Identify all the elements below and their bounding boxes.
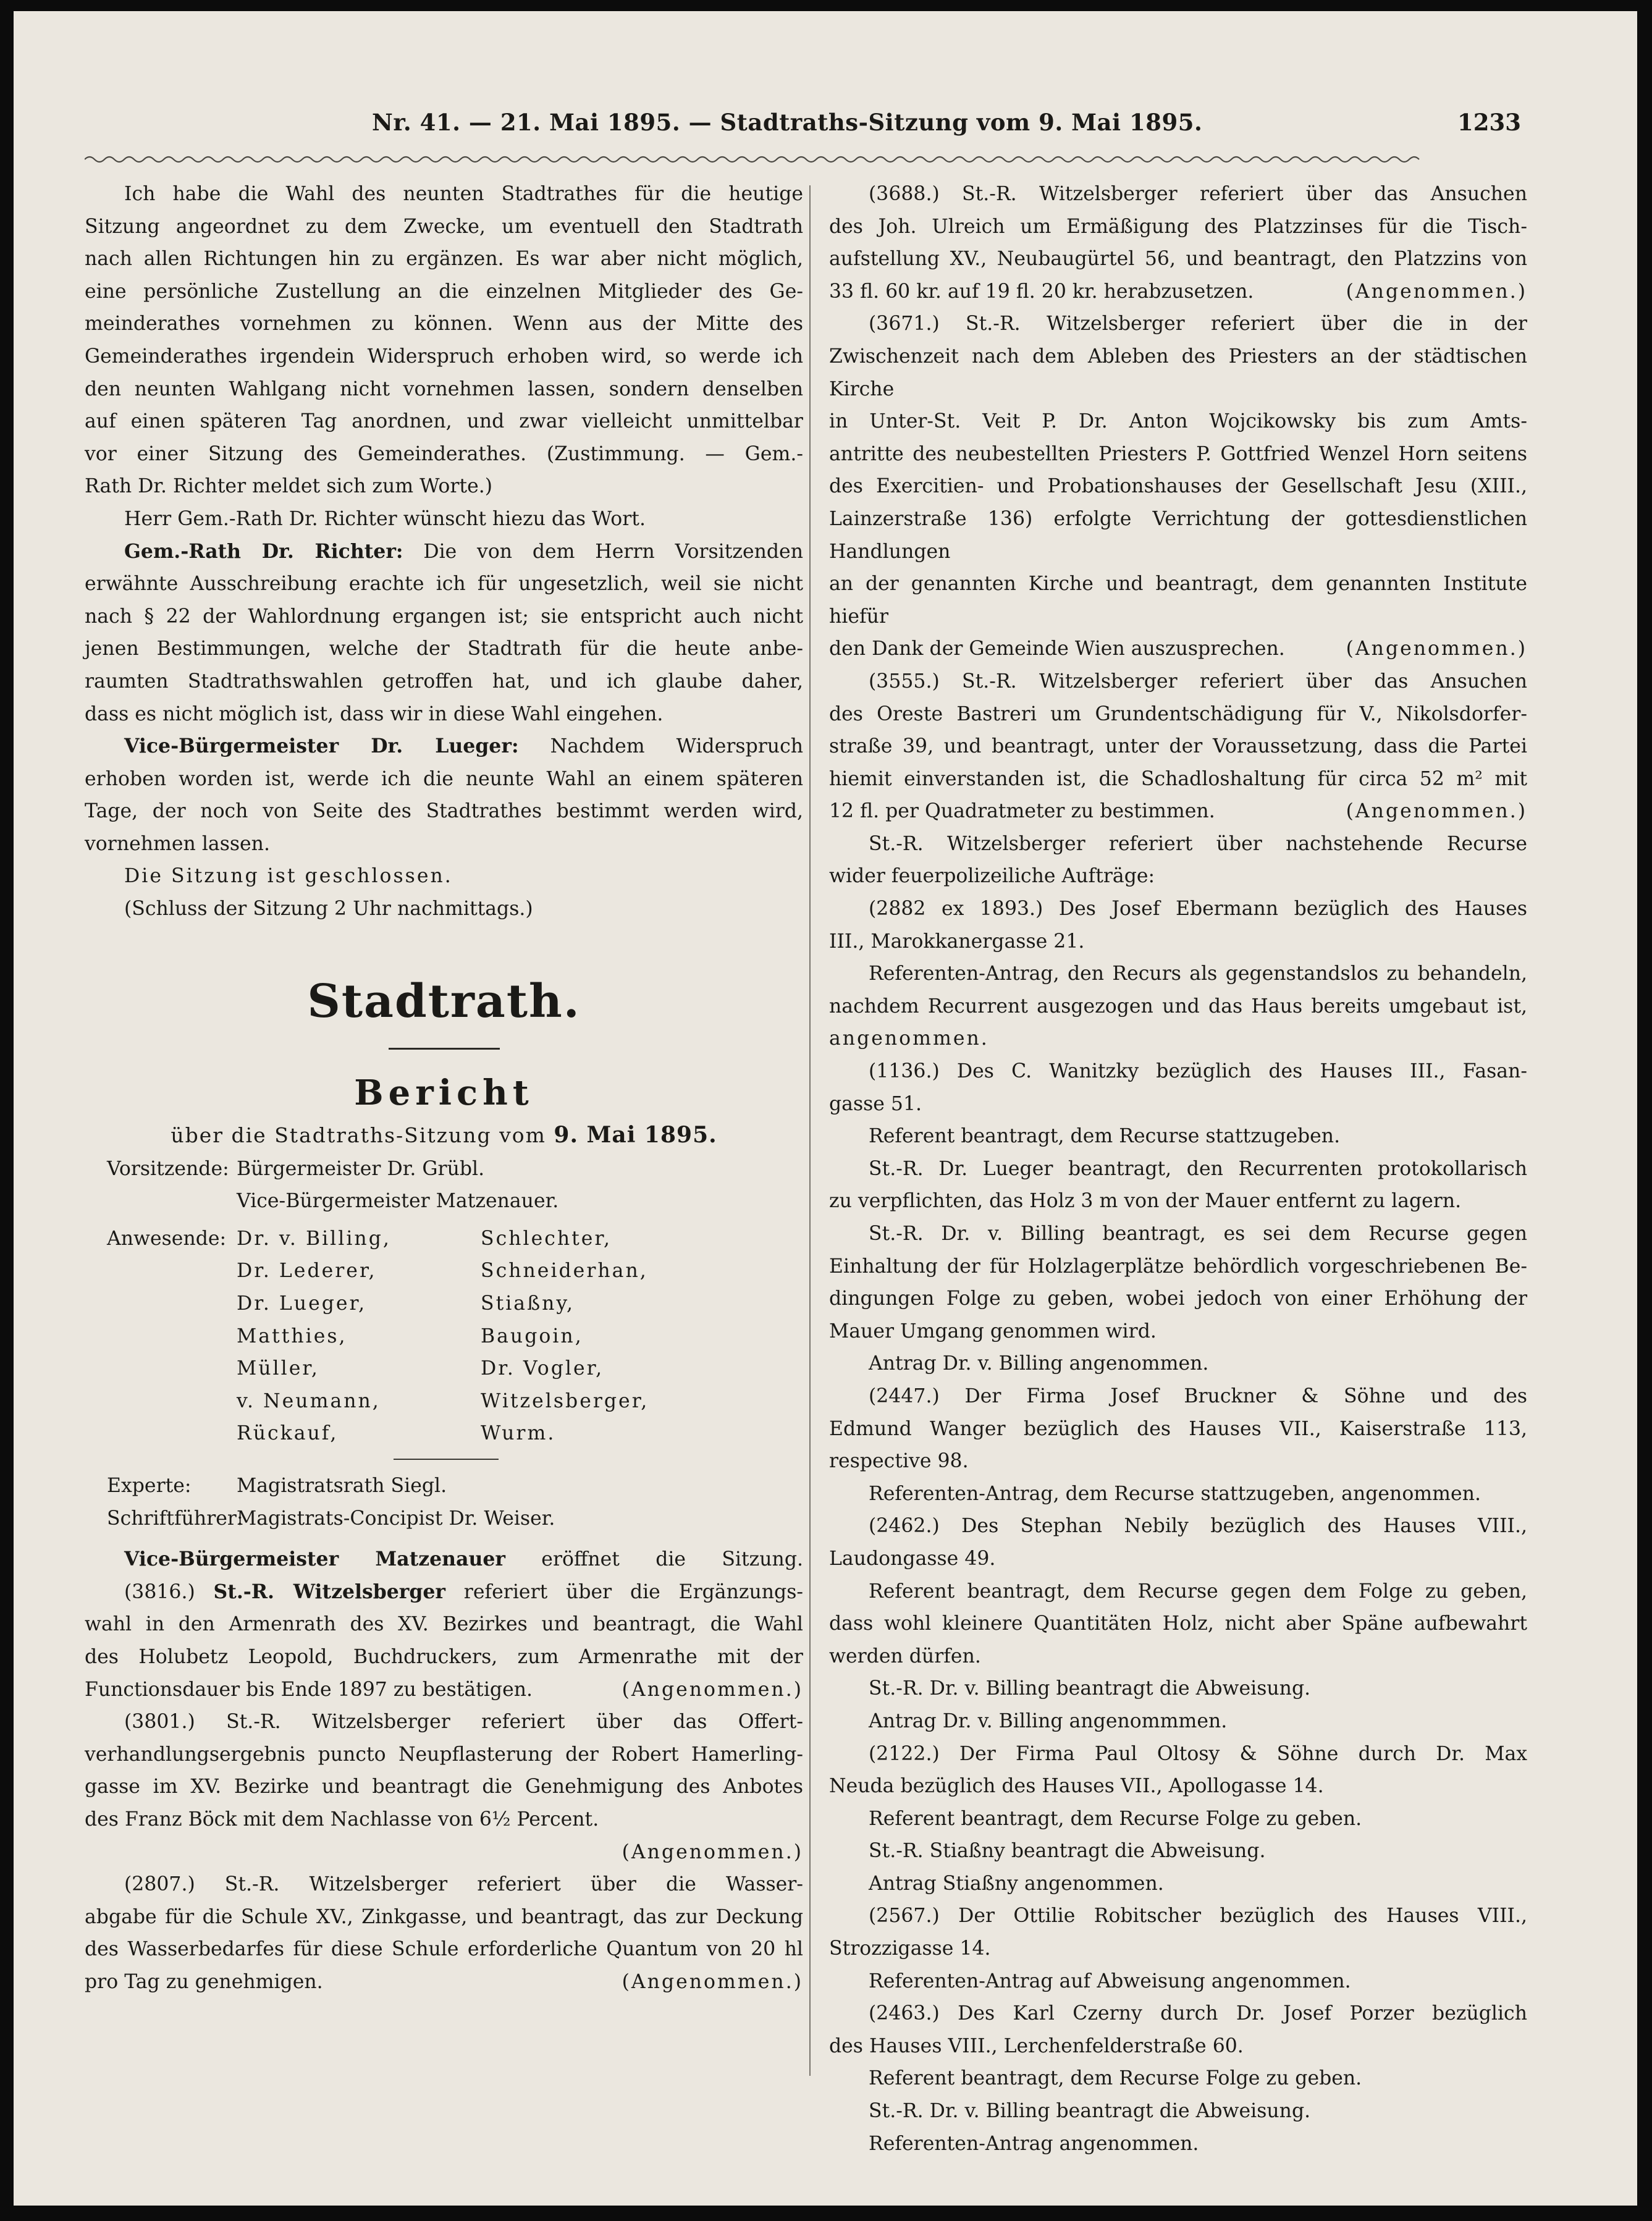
speech-first-line xyxy=(85,730,803,763)
para-line: Edmund Wanger bezüglich des Hauses VII., Kaiserstraße 113, xyxy=(829,1417,1527,1440)
running-header xyxy=(14,109,1637,146)
item-text: 33 fl. 60 kr. auf 19 fl. 20 kr. herabzusetzen. xyxy=(829,280,1254,303)
closing-line: Die Sitzung ist geschlossen. xyxy=(124,865,453,888)
para-line: St.-R. Dr. Lueger beantragt, den Recurrenten protokollarisch xyxy=(869,1157,1527,1180)
item-text: den Dank der Gemeinde Wien auszusprechen. xyxy=(829,638,1285,660)
report-sub-text: über die Stadtraths-Sitzung vom xyxy=(171,1123,546,1147)
para-line: St.-R. Dr. v. Billing beantragt, es sei dem Recurse gegen xyxy=(869,1223,1527,1245)
para-line: des Wasserbedarfes für diese Schule erforderliche Quantum von 20 hl xyxy=(85,1938,803,1961)
para-line: aufstellung XV., Neubaugürtel 56, und beantragt, den Platzzins von xyxy=(829,248,1527,271)
speech-text: Die von dem Herrn Vorsitzenden xyxy=(423,540,803,563)
para-line: Tage, der noch von Seite des Stadtrathes bestimmt werden wird, xyxy=(85,800,803,823)
attendee: Dr. Vogler, xyxy=(481,1357,604,1380)
para-line: in Unter-St. Veit P. Dr. Anton Wojcikowsky bis zum Amts- xyxy=(829,410,1527,433)
item-last-line xyxy=(85,1674,803,1706)
para-line: den neunten Wahlgang nicht vornehmen lassen, sondern denselben xyxy=(85,377,803,400)
attendees-col-2 xyxy=(481,1223,740,1450)
para-line: verhandlungsergebnis puncto Neupflasterung der Robert Hamerling- xyxy=(85,1743,803,1766)
para-line: des Hauses VIII., Lerchenfelderstraße 60. xyxy=(829,2034,1244,2057)
para-line: an der genannten Kirche und beantragt, dem genannten Institute hiefür xyxy=(829,573,1527,628)
para-line: des Franz Böck mit dem Nachlasse von 6½ Percent. xyxy=(85,1808,599,1831)
item-result: (Angenommen.) xyxy=(1346,280,1527,303)
para-line: Herr Gem.-Rath Dr. Richter wünscht hiezu das Wort. xyxy=(124,507,646,530)
chair-name: Bürgermeister Dr. Grübl. xyxy=(237,1157,485,1180)
right-column xyxy=(829,178,1527,2160)
chair-values xyxy=(237,1153,803,1218)
item-last-line xyxy=(829,795,1527,828)
report-heading: Bericht xyxy=(354,1072,534,1113)
attendee: Witzelsberger, xyxy=(481,1389,649,1412)
attendees-label: Anwesende: xyxy=(107,1227,227,1250)
closing-line: (Schluss der Sitzung 2 Uhr nachmittags.) xyxy=(124,898,533,921)
column-divider xyxy=(809,185,811,2076)
para-line: wahl in den Armenrath des XV. Bezirkes und beantragt, die Wahl xyxy=(85,1613,803,1636)
chair-name: Vice-Bürgermeister Matzenauer. xyxy=(237,1190,559,1213)
para-line: des Exercitien- und Probationshauses der Gesellschaft Jesu (XIII., xyxy=(829,475,1527,498)
item-result: (Angenommen.) xyxy=(1346,800,1527,823)
expert-value: Magistratsrath Siegl. xyxy=(237,1475,447,1497)
para-line: (2567.) Der Ottilie Robitscher bezüglich des Hauses VIII., xyxy=(869,1905,1527,1928)
para-line: (2462.) Des Stephan Nebily bezüglich des Hauses VIII., xyxy=(869,1515,1527,1538)
clerk-label: Schriftführer: xyxy=(107,1507,243,1530)
para-line: gasse 51. xyxy=(829,1092,922,1115)
para-line: raumten Stadtrathswahlen getroffen hat, und ich glaube daher, xyxy=(85,670,803,693)
roster-rule xyxy=(394,1459,499,1460)
para-line: hiemit einverstanden ist, die Schadloshaltung für circa 52 m² mit xyxy=(829,767,1527,790)
item-last-line xyxy=(829,633,1527,665)
section-heading: Stadtrath. xyxy=(307,974,581,1028)
para-line: werden dürfen. xyxy=(829,1645,981,1667)
para-line: Referenten-Antrag auf Abweisung angenommen. xyxy=(869,1970,1351,1992)
para-line: (2882 ex 1893.) Des Josef Ebermann bezüglich des Hauses xyxy=(869,898,1527,921)
para-line: Einhaltung der für Holzlagerplätze behördlich vorgeschriebenen Be- xyxy=(829,1255,1527,1278)
para-line: (1136.) Des C. Wanitzky bezüglich des Hauses III., Fasan- xyxy=(869,1060,1527,1083)
para-line: (3688.) St.-R. Witzelsberger referiert über das Ansuchen xyxy=(869,183,1527,205)
para-line: Strozzigasse 14. xyxy=(829,1937,991,1960)
attendee: Stiaßny, xyxy=(481,1292,575,1315)
para-line: Referenten-Antrag, dem Recurse stattzugeben, angenommen. xyxy=(869,1482,1481,1505)
attendee: Dr. Lederer, xyxy=(237,1260,377,1283)
section-rule xyxy=(389,1048,500,1050)
speaker-name: St.-R. Witzelsberger xyxy=(213,1580,446,1603)
attendee: Schlechter, xyxy=(481,1227,612,1250)
report-subheading xyxy=(85,1118,803,1153)
para-line: nach allen Richtungen hin zu ergänzen. Es war aber nicht möglich, xyxy=(85,248,803,271)
para-line: wider feuerpolizeiliche Aufträge: xyxy=(829,865,1155,888)
para-line: Antrag Dr. v. Billing angenommmen. xyxy=(869,1709,1228,1732)
attendee: Müller, xyxy=(237,1357,319,1380)
para-line: Referenten-Antrag angenommen. xyxy=(869,2132,1199,2155)
opening-line xyxy=(85,1543,803,1576)
para-line: (2122.) Der Firma Paul Oltosy & Söhne durch Dr. Max xyxy=(869,1742,1527,1765)
para-line: Neuda bezüglich des Hauses VII., Apollogasse 14. xyxy=(829,1775,1324,1798)
para-line: vornehmen lassen. xyxy=(85,832,270,855)
para-line: jenen Bestimmungen, welche der Stadtrath für die heute anbe- xyxy=(85,638,803,660)
para-line: eine persönliche Zustellung an die einzelnen Mitglieder des Ge- xyxy=(85,280,803,303)
speech-text: Nachdem Widerspruch xyxy=(550,735,804,758)
speaker-name: Vice-Bürgermeister Matzenauer xyxy=(124,1548,506,1571)
para-line: dingungen Folge zu geben, wobei jedoch von einer Erhöhung der xyxy=(829,1288,1527,1310)
para-line: des Joh. Ulreich um Ermäßigung des Platzzinses für die Tisch- xyxy=(829,215,1527,238)
opening-text: eröffnet die Sitzung. xyxy=(541,1548,803,1571)
para-line: Zwischenzeit nach dem Ableben des Priesters an der städtischen Kirche xyxy=(829,345,1527,400)
para-line: erwähnte Ausschreibung erachte ich für ungesetzlich, weil sie nicht xyxy=(85,573,803,596)
left-column xyxy=(85,178,803,1999)
speaker-name: Vice-Bürgermeister Dr. Lueger: xyxy=(124,735,519,758)
clerk-value: Magistrats-Concipist Dr. Weiser. xyxy=(237,1507,555,1530)
item-text: pro Tag zu genehmigen. xyxy=(85,1970,323,1993)
para-line: Referent beantragt, dem Recurse stattzugeben. xyxy=(869,1125,1341,1148)
para-line: respective 98. xyxy=(829,1450,969,1473)
para-line: St.-R. Dr. v. Billing beantragt die Abweisung. xyxy=(869,2100,1311,2123)
para-line: straße 39, und beantragt, unter der Voraussetzung, dass die Partei xyxy=(829,735,1527,758)
para-line: St.-R. Dr. v. Billing beantragt die Abweisung. xyxy=(869,1677,1311,1700)
attendee: Rückauf, xyxy=(237,1422,339,1445)
attendee: Wurm. xyxy=(481,1422,556,1445)
attendee: Dr. v. Billing, xyxy=(237,1227,391,1250)
expert-label: Experte: xyxy=(107,1475,192,1497)
speaker-name: Gem.-Rath Dr. Richter: xyxy=(124,539,403,563)
item-text: Functionsdauer bis Ende 1897 zu bestätigen. xyxy=(85,1678,533,1701)
para-line: Lainzerstraße 136) erfolgte Verrichtung der gottesdienstlichen Handlungen xyxy=(829,507,1527,563)
para-line: Sitzung angeordnet zu dem Zwecke, um eventuell den Stadtrath xyxy=(85,215,803,238)
para-line: Antrag Stiaßny angenommen. xyxy=(869,1872,1164,1895)
para-line: auf einen späteren Tag anordnen, und zwar vielleicht unmittelbar xyxy=(85,410,803,433)
para-line: (2463.) Des Karl Czerny durch Dr. Josef Porzer bezüglich xyxy=(869,2002,1527,2025)
para-line: Referent beantragt, dem Recurse gegen dem Folge zu geben, xyxy=(869,1580,1527,1603)
para-line: Gemeinderathes irgendein Widerspruch erhoben wird, so werde ich xyxy=(85,345,803,368)
attendee: Baugoin, xyxy=(481,1325,583,1347)
report-date: 9. Mai 1895. xyxy=(554,1121,717,1148)
item-last-line xyxy=(85,1966,803,1999)
para-line: (3671.) St.-R. Witzelsberger referiert über die in der xyxy=(869,313,1527,335)
para-line: Mauer Umgang genommen wird. xyxy=(829,1320,1157,1342)
item-result: (Angenommen.) xyxy=(622,1678,803,1701)
para-line: dass wohl kleinere Quantitäten Holz, nicht aber Späne aufbewahrt xyxy=(829,1612,1527,1635)
para-line: St.-R. Witzelsberger referiert über nachstehende Recurse xyxy=(869,832,1527,855)
para-line: nach § 22 der Wahlordnung ergangen ist; sie entspricht auch nicht xyxy=(85,605,803,628)
attendees-row xyxy=(85,1223,803,1450)
page-number: 1233 xyxy=(1457,109,1521,136)
attendee: Schneiderhan, xyxy=(481,1260,648,1283)
para-line: abgabe für die Schule XV., Zinkgasse, und beantragt, das zur Deckung xyxy=(85,1905,803,1928)
para-line: Rath Dr. Richter meldet sich zum Worte.) xyxy=(85,475,493,498)
attendee: Matthies, xyxy=(237,1325,347,1347)
header-title: Nr. 41. — 21. Mai 1895. — Stadtraths-Sitzung vom 9. Mai 1895. xyxy=(372,109,1203,136)
para-line: Referenten-Antrag, den Recurs als gegenstandslos zu behandeln, xyxy=(869,963,1527,985)
chair-row xyxy=(85,1153,803,1218)
newspaper-page xyxy=(14,11,1637,2206)
para-line: erhoben worden ist, werde ich die neunte Wahl an einem späteren xyxy=(85,767,803,790)
para-line: Referent beantragt, dem Recurse Folge zu geben. xyxy=(869,1807,1362,1830)
para-line: antritte des neubestellten Priesters P. Gottfried Wenzel Horn seitens xyxy=(829,442,1527,465)
para-line: Ich habe die Wahl des neunten Stadtrathes für die heutige xyxy=(124,183,803,205)
para-line: (3801.) St.-R. Witzelsberger referiert über das Offert- xyxy=(124,1711,803,1734)
para-line: gasse im XV. Bezirke und beantragt die Genehmigung des Anbotes xyxy=(85,1776,803,1798)
para-line: (2807.) St.-R. Witzelsberger referiert über die Wasser- xyxy=(124,1873,803,1896)
para-line: Laudongasse 49. xyxy=(829,1547,996,1570)
para-line: Antrag Dr. v. Billing angenommen. xyxy=(869,1352,1209,1375)
attendee: Dr. Lueger, xyxy=(237,1292,367,1315)
chair-label: Vorsitzende: xyxy=(107,1157,229,1180)
para-line: zu verpflichten, das Holz 3 m von der Mauer entfernt zu lagern. xyxy=(829,1190,1462,1213)
para-line: des Oreste Bastreri um Grundentschädigung für V., Nikolsdorfer- xyxy=(829,702,1527,725)
item-text: 12 fl. per Quadratmeter zu bestimmen. xyxy=(829,800,1215,823)
item-result: (Angenommen.) xyxy=(1346,638,1527,660)
item-last-line xyxy=(829,276,1527,308)
para-line: angenommen. xyxy=(829,1027,989,1050)
speech-first-line xyxy=(85,536,803,568)
attendee: v. Neumann, xyxy=(237,1389,381,1412)
expert-row xyxy=(85,1470,803,1502)
item-first-line xyxy=(85,1576,803,1609)
para-line: St.-R. Stiaßny beantragt die Abweisung. xyxy=(869,1840,1266,1863)
para-line: (3555.) St.-R. Witzelsberger referiert über das Ansuchen xyxy=(869,670,1527,693)
para-line: nachdem Recurrent ausgezogen und das Haus bereits umgebaut ist, xyxy=(829,995,1527,1018)
header-wavy-rule xyxy=(85,152,1526,167)
para-line: III., Marokkanergasse 21. xyxy=(829,930,1085,953)
item-text: referiert über die Ergänzungs- xyxy=(463,1580,804,1603)
clerk-row xyxy=(85,1502,803,1535)
item-result: (Angenommen.) xyxy=(622,1970,803,1993)
para-line: Referent beantragt, dem Recurse Folge zu geben. xyxy=(869,2067,1362,2090)
item-result: (Angenommen.) xyxy=(622,1840,803,1863)
para-line: meinderathes vornehmen zu können. Wenn aus der Mitte des xyxy=(85,313,803,335)
attendees-col-1 xyxy=(237,1223,481,1450)
item-number: (3816.) xyxy=(124,1580,195,1603)
para-line: (2447.) Der Firma Josef Bruckner & Söhne und des xyxy=(869,1384,1527,1407)
para-line: dass es nicht möglich ist, dass wir in diese Wahl eingehen. xyxy=(85,702,664,725)
para-line: vor einer Sitzung des Gemeinderathes. (Zustimmung. — Gem.- xyxy=(85,442,803,465)
para-line: des Holubetz Leopold, Buchdruckers, zum Armenrathe mit der xyxy=(85,1645,803,1668)
